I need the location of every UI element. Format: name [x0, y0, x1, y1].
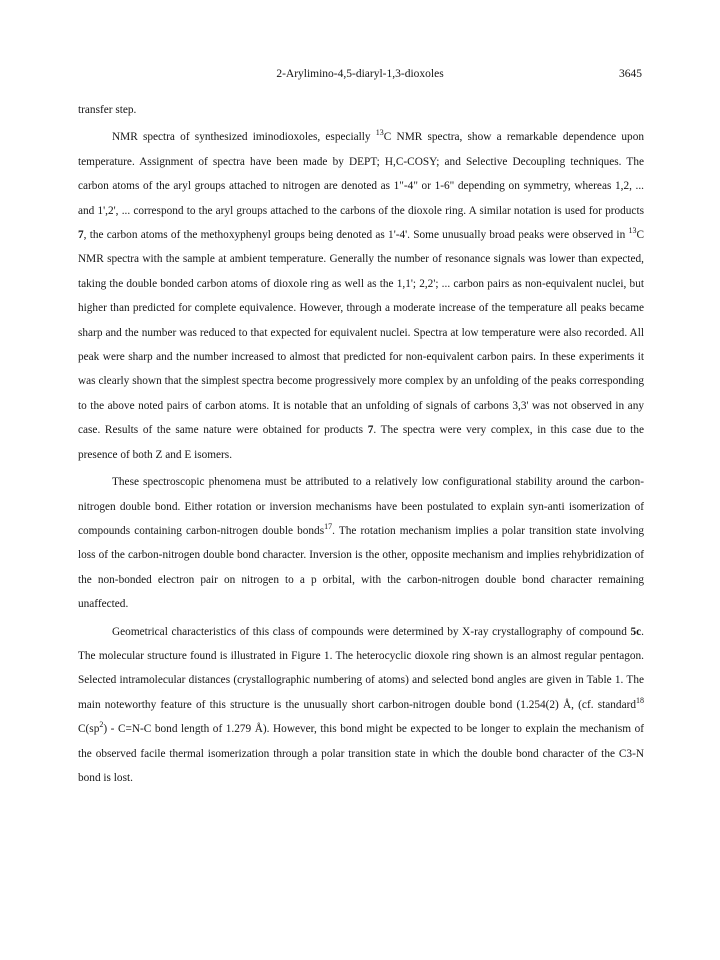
compound-number: 7 [367, 424, 374, 437]
text-run: . The molecular structure found is illustrated in Figure 1. The heterocyclic dioxole ring shown is an almost regular pentagon. Selected intramolecular distances (crystallographic numbering of atoms) and selected bond angles are given in Table 1. The main noteworthy feature of this structure is the unusually short carbon-nitrogen double bond (1.254(2) Å, (cf. standard [78, 625, 644, 711]
text-run: These spectroscopic phenomena must be attributed to a relatively low configurational stability around the carbon-nitrogen double bond. Either rotation or inversion mechanisms have been postulated to explain syn-anti isomerization of compounds containing carbon-nitrogen double bonds [78, 476, 644, 537]
paragraph-nmr-spectra [78, 125, 644, 467]
text-run: . The spectra were very complex, in this case due to the presence of both Z and E isomers. [78, 424, 644, 461]
text-run: NMR spectra of synthesized iminodioxoles, especially [112, 131, 376, 144]
paragraph-geometrical-characteristics [78, 620, 644, 791]
text-run: C NMR spectra with the sample at ambient temperature. Generally the number of resonance signals was lower than expected, taking the double bonded carbon atoms of dioxole ring as well as the 1,1'; 2,2'; ... carbon pairs as non-equivalent nuclei, but higher than predicted for complete equivalence. However, through a moderate increase of the temperature all peaks became sharp and the number was reduced to that expected for equivalent nuclei. Spectra at low temperature were also recorded. All peak were sharp and the number increased to almost that predicted for non-equivalent carbon pairs. In these experiments it was clearly shown that the simplest spectra become progressively more complex by an unfolding of the peaks corresponding to the above noted pairs of carbon atoms. It is notable that an unfolding of signals of carbons 3,3' was not observed in any case. Results of the same nature were obtained for products [78, 229, 644, 437]
page-number: 3645 [619, 68, 642, 80]
reference-superscript: 17 [324, 521, 333, 531]
text-run: ) - C=N-C bond length of 1.279 Å). However, this bond might be expected to be longer to explain the mechanism of the observed facile thermal isomerization through a polar transition state in which the double bond character of the C3-N bond is lost. [78, 723, 644, 784]
text-run: , the carbon atoms of the methoxyphenyl groups being denoted as 1'-4'. Some unusually broad peaks were observed in [83, 229, 629, 242]
text-run: . The rotation mechanism implies a polar transition state involving loss of the carbon-nitrogen double bond character. Inversion is the other, opposite mechanism and implies rehybridization of the non-bonded electron pair on nitrogen to a p orbital, with the carbon-nitrogen double bond character remaining unaffected. [78, 524, 645, 611]
text-run: Geometrical characteristics of this class of compounds were determined by X-ray crystallography of compound [112, 625, 631, 638]
text-run: C(sp [78, 723, 100, 736]
running-header [78, 66, 642, 82]
running-title: 2-Arylimino-4,5-diaryl-1,3-dioxoles [276, 68, 444, 80]
body-text [78, 98, 644, 790]
superscript: 13 [628, 226, 637, 236]
superscript: 2 [99, 720, 104, 730]
superscript: 13 [375, 128, 384, 138]
reference-superscript: 18 [636, 695, 644, 705]
text-run: transfer step. [78, 104, 137, 116]
compound-number: 5c [630, 625, 642, 638]
text-run: C NMR spectra, show a remarkable dependence upon temperature. Assignment of spectra have been made by DEPT; H,C-COSY; and Selective Decoupling techniques. The carbon atoms of the aryl groups attached to nitrogen are denoted as 1"-4" or 1-6" depending on symmetry, whereas 1,2, ... and 1',2', ... correspond to the aryl groups attached to the carbons of the dioxole ring. A similar notation is used for products [78, 131, 644, 217]
paragraph-continuation [78, 98, 644, 122]
compound-number: 7 [78, 229, 84, 242]
paragraph-spectroscopic-phenomena [78, 470, 644, 616]
